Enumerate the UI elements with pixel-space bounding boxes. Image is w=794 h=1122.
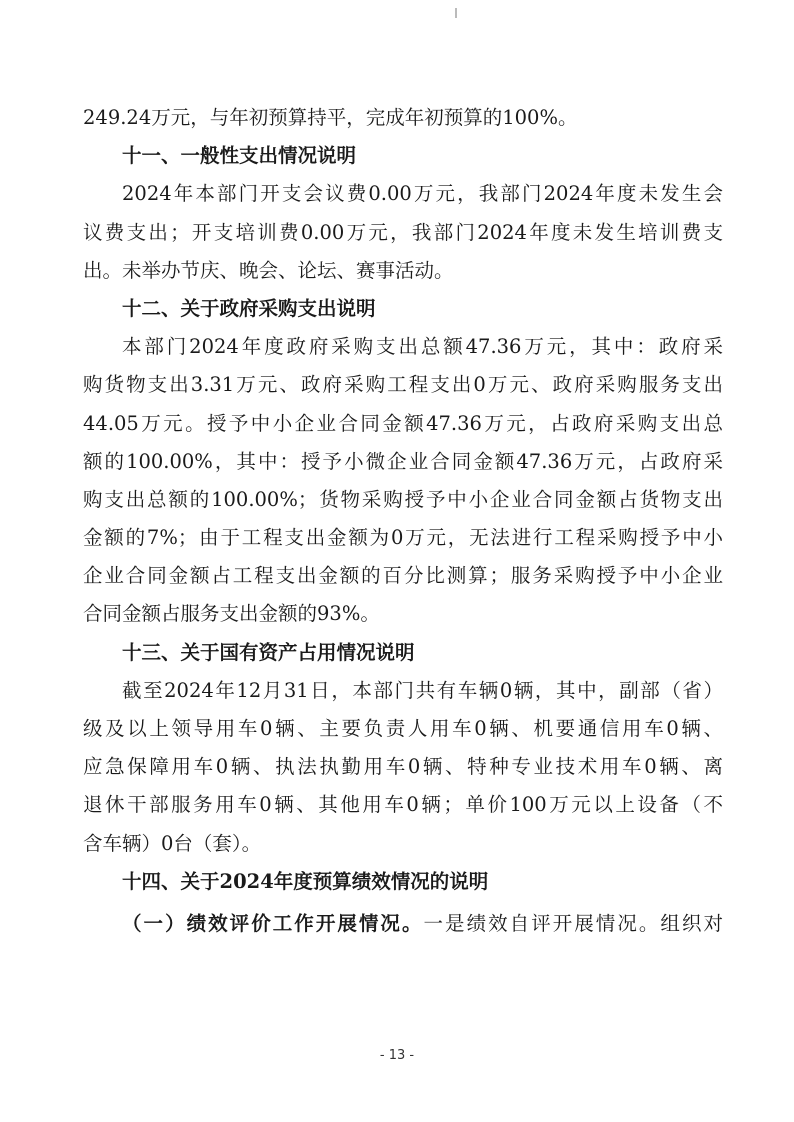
page-number: - 13 - [379, 1048, 415, 1063]
paragraph-line: 额的100.00%，其中：授予小微企业合同金额47.36万元，占政府采 [83, 449, 723, 473]
section-heading: 十三、关于国有资产占用情况说明 [122, 640, 415, 664]
paragraph-line: 249.24万元，与年初预算持平，完成年初预算的100%。 [83, 106, 578, 129]
paragraph-line: 退休干部服务用车0辆、其他用车0辆；单价100万元以上设备（不 [83, 793, 723, 817]
subheading-performance-evaluation: （一）绩效评价工作开展情况。 [122, 912, 424, 936]
paragraph-line: 合同金额占服务支出金额的93%。 [83, 602, 380, 626]
section-heading: 十四、关于2024年度预算绩效情况的说明 [122, 869, 489, 893]
paragraph-line: 2024年本部门开支会议费0.00万元，我部门2024年度未发生会 [122, 182, 723, 206]
paragraph-line: 44.05万元。授予中小企业合同金额47.36万元，占政府采购支出总 [83, 411, 723, 435]
document-body [83, 99, 723, 901]
paragraph-line: 级及以上领导用车0辆、主要负责人用车0辆、机要通信用车0辆、 [83, 717, 723, 740]
paragraph-line: 应急保障用车0辆、执法执勤用车0辆、特种专业技术用车0辆、离 [83, 755, 723, 779]
paragraph-line: 企业合同金额占工程支出金额的百分比测算；服务采购授予中小企业 [83, 564, 723, 588]
paragraph-line: 购货物支出3.31万元、政府采购工程支出0万元、政府采购服务支出 [83, 373, 723, 397]
paragraph-line: 出。未举办节庆、晚会、论坛、赛事活动。 [83, 258, 454, 282]
paragraph-line: 议费支出；开支培训费0.00万元，我部门2024年度未发生培训费支 [83, 220, 723, 244]
section-heading: 十二、关于政府采购支出说明 [122, 296, 376, 320]
section-heading: 十一、一般性支出情况说明 [122, 144, 357, 168]
scan-artifact [455, 8, 457, 18]
paragraph-line: 含车辆）0台（套）。 [83, 831, 262, 855]
paragraph-line: 金额的7%；由于工程支出金额为0万元，无法进行工程采购授予中小 [83, 526, 723, 550]
paragraph-line: 本部门2024年度政府采购支出总额47.36万元，其中：政府采 [122, 335, 723, 359]
paragraph-line: 截至2024年12月31日，本部门共有车辆0辆，其中，副部（省） [122, 678, 723, 702]
paragraph-line-final [83, 905, 723, 943]
final-line-text: 一是绩效自评开展情况。组织对 [423, 912, 723, 936]
paragraph-line: 购支出总额的100.00%；货物采购授予中小企业合同金额占货物支出 [83, 487, 723, 511]
